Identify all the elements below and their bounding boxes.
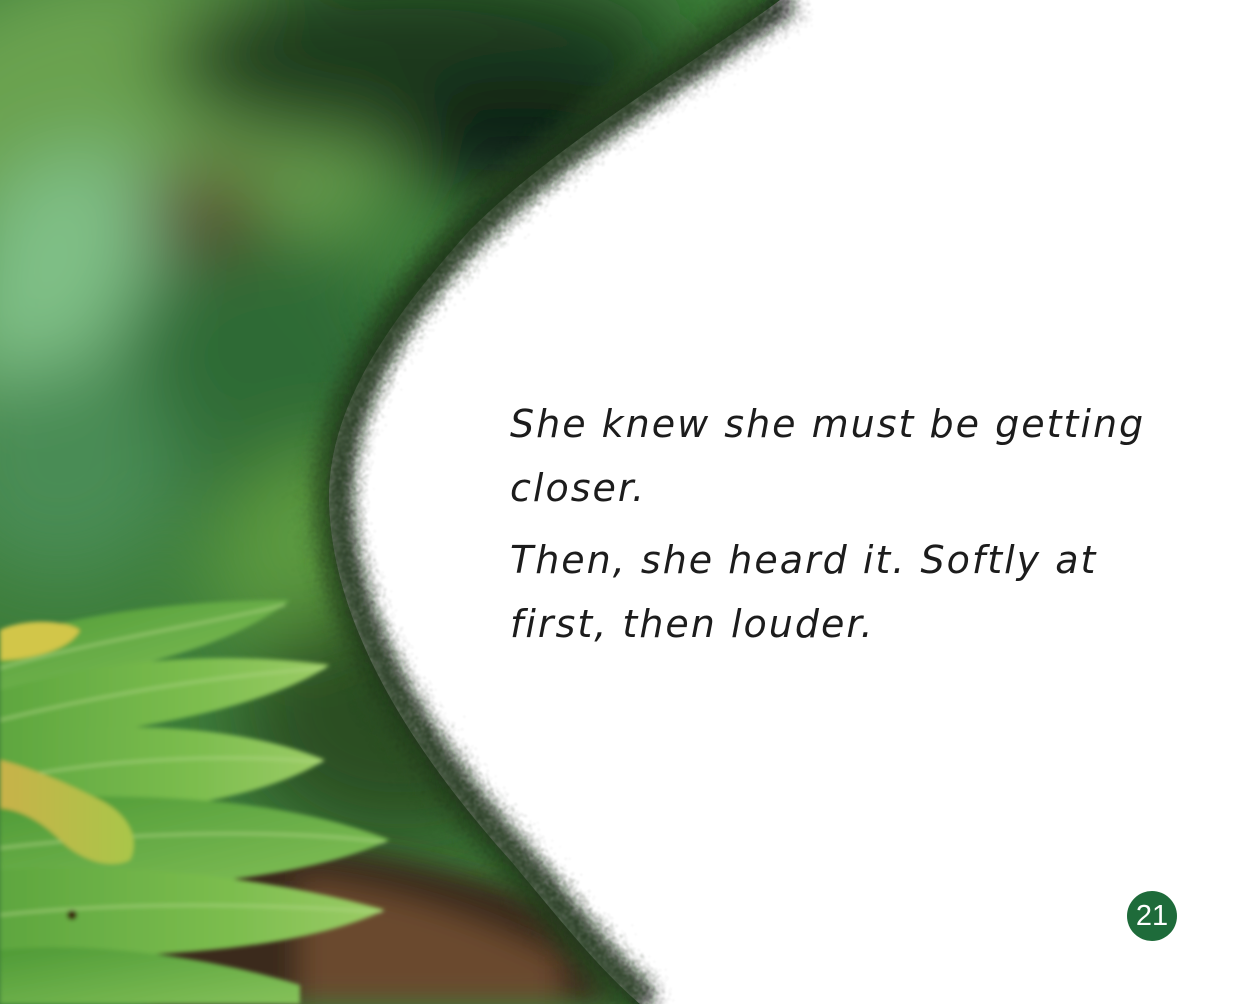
- story-paragraph-1: She knew she must be getting closer.: [510, 402, 1146, 510]
- page-number-badge: 21: [1127, 891, 1177, 941]
- story-paragraph-2: Then, she heard it. Softly at first, then louder.: [510, 538, 1098, 646]
- story-text: [510, 392, 1170, 664]
